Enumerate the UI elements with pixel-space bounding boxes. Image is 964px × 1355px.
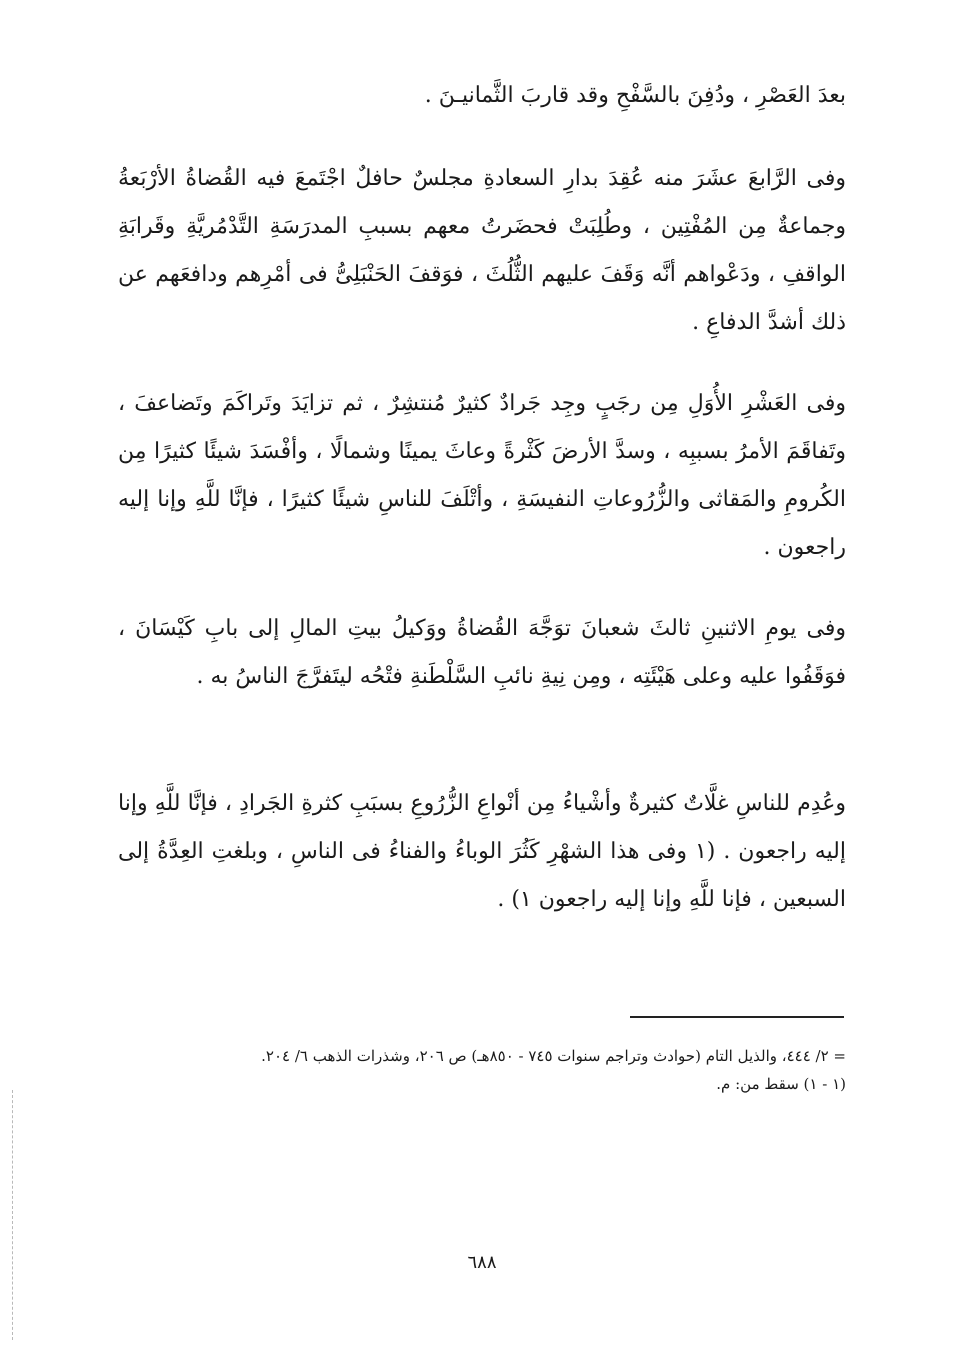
paragraph-2: وفى الرَّابعَ عشَرَ منه عُقِدَ بدارِ السعادةِ مجلسٌ حافلٌ اجْتَمعَ فيه القُضاةُ الأرْبَعةُ وجماعةٌ مِن المُفْتِين ، وطُلِبَتْ فحضَرتُ معهم بسببِ المدرَسَةِ التَّدْمُريَّةِ وقَرابَةِ الواقفِ ، ودَعْواهم أنَّه وَقَفَ عليهم الثُّلُثَ ، فوَقفَ الحَنْبَلِىُّ فى أمْرِهم ودافعَهم عن ذلك أشدَّ الدفاعِ . [118, 166, 846, 335]
scan-edge-marks [12, 1090, 15, 1340]
footnote-divider [630, 1016, 844, 1018]
paragraph-4: وفى يومِ الاثنينِ ثالثَ شعبانَ توَجَّهَ القُضاةُ ووَكيلُ بيتِ المالِ إلى بابِ كَيْسَانَ ، فوَقَفُوا عليه وعلى هَيْئَتِه ، ومِن نِيةِ نائبِ السَّلْطَنةِ فتْحُه ليتَفرَّجَ الناسُ به . [118, 616, 846, 689]
footnotes [130, 1042, 846, 1098]
paragraph-5: وعُدِم للناسِ غلَّاتٌ كثيرةٌ وأشْياءُ مِن أنْواعِ الزُّرُوعِ بسبَبِ كثرةِ الجَرادِ ، فإنَّا للَّهِ وإنا إليه راجعون . (١ وفى هذا الشهْرِ كَثُرَ الوباءُ والفناءُ فى الناسِ ، وبلغتِ العِدَّةُ إلى السبعين ، فإنا للَّهِ وإنا إليه راجعون ١) . [118, 791, 846, 912]
paragraph-1: بعدَ العَصْرِ ، ودُفِنَ بالسَّفْحِ وقد قاربَ الثَّمانيـنَ . [424, 83, 846, 108]
page-number: ٦٨٨ [467, 1252, 497, 1273]
paragraph-3: وفى العَشْرِ الأُوَلِ مِن رجَبٍ وجِد جَرادٌ كثيرٌ مُنتشِرٌ ، ثم تزايَدَ وتَراكَمَ وتَضاعفَ ، وتَفاقَمَ الأمرُ بسببِه ، وسدَّ الأرضَ كَثْرةً وعاثَ يمينًا وشمالًا ، وأفْسَدَ شيئًا كثيرًا مِن الكُرومِ والمَقاثى والزُّرُوعاتِ النفيسَةِ ، وأتْلَفَ للناسِ شيئًا كثيرًا ، فإنَّا للَّهِ وإنا إليه راجعون . [118, 391, 846, 560]
footnote-2: (١ - ١) سقط من: م. [716, 1075, 846, 1093]
footnote-1: = ٢/ ٤٤٤، والذيل التام (حوادث وتراجم سنوات ٧٤٥ - ٨٥٠هـ) ص ٢٠٦، وشذرات الذهب ٦/ ٢٠٤. [261, 1047, 846, 1065]
